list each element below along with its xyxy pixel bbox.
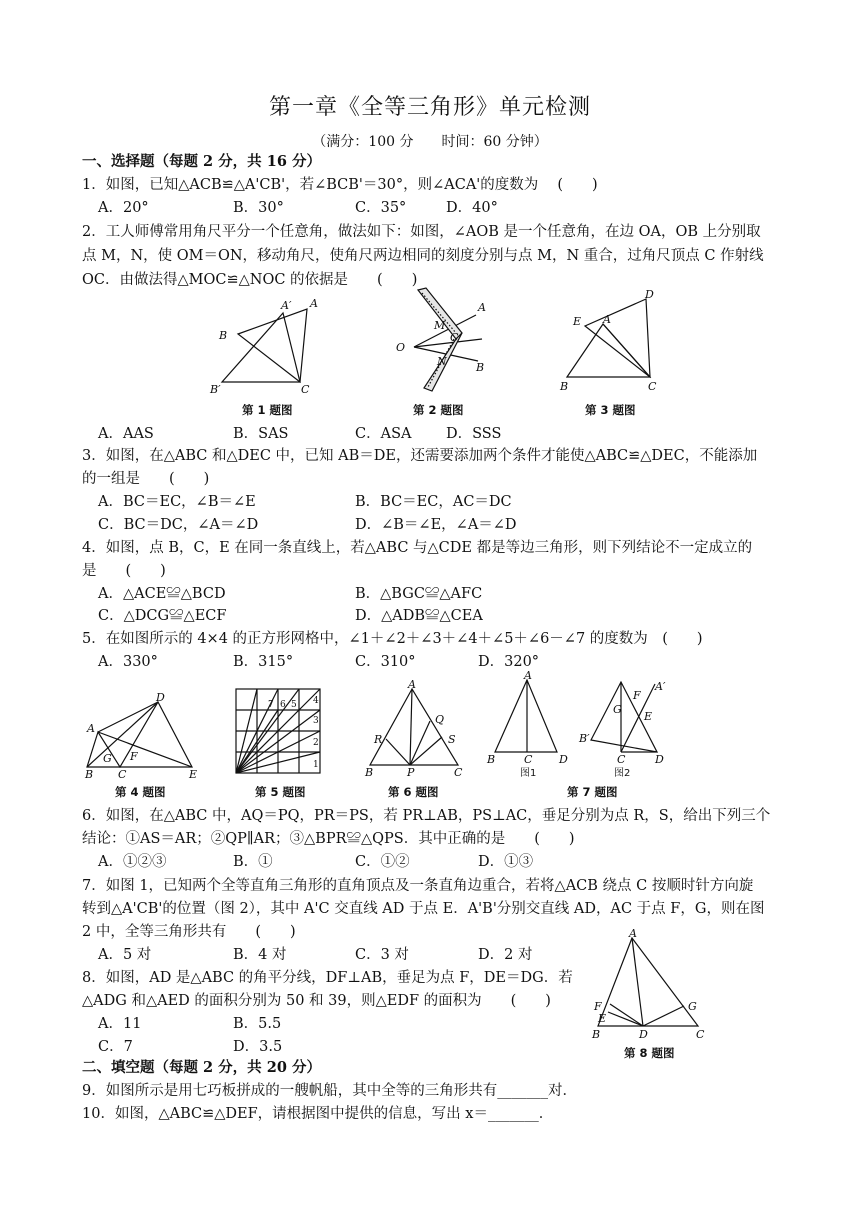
figure-7-diagram [487, 669, 672, 778]
question-5: 5．在如图所示的 4×4 的正方形网格中，∠1＋∠2＋∠3＋∠4＋∠5＋∠6－∠7 的度数为 ( ) [82, 631, 703, 647]
q7-option-d: D．2 对 [478, 947, 533, 963]
fig2-ray-oc [414, 339, 482, 347]
fig6-label-q: Q [435, 713, 445, 726]
fig5-label-1: 1 [313, 760, 319, 770]
svg-text:E: E [644, 710, 653, 723]
fig1-label-a: A [310, 297, 318, 310]
question-8-line-2: △ADG 和△AED 的面积分别为 50 和 39，则△EDF 的面积为 ( ) [82, 993, 551, 1009]
fig8-label-a: A [629, 927, 637, 940]
q3-option-d: D．∠B＝∠E，∠A＝∠D [355, 517, 517, 533]
fig1-label-b-prime: B′ [210, 383, 221, 396]
fig6-label-c: C [454, 766, 463, 779]
fig1-triangle-acb [238, 309, 307, 382]
q4-option-b: B．△BGC≌△AFC [355, 586, 483, 602]
fig3-segment-ac [603, 324, 650, 377]
question-2-line-3: OC．由做法得△MOC≌△NOC 的依据是 ( ) [82, 272, 418, 288]
fig6-triangle-abc [370, 689, 458, 765]
fig2-label-a: A [478, 301, 486, 314]
question-6-line-1: 6．如图，在△ABC 中，AQ＝PQ，PR＝PS，若 PR⊥AB，PS⊥AC，垂足分别为点 R，S，给出下列三个 [82, 808, 771, 824]
fig1-label-c: C [301, 383, 310, 396]
fig5-label-7: 7 [268, 700, 274, 710]
q7-option-c: C．3 对 [355, 947, 409, 963]
figure-7-sublabel-1: 图1 [520, 768, 537, 779]
q1-option-c: C．35° [355, 200, 407, 216]
fig2-label-c: C [450, 331, 459, 344]
fig5-label-5: 5 [291, 700, 297, 710]
fig7-figure-1 [486, 669, 568, 766]
fig6-label-r: R [374, 733, 383, 746]
page-title: 第一章《全等三角形》单元检测 [268, 95, 591, 120]
q5-option-a: A．330° [98, 654, 158, 670]
q8-option-b: B．5.5 [233, 1016, 282, 1032]
figure-8-caption: 第 8 题图 [624, 1046, 675, 1060]
fig2-label-o: O [396, 341, 406, 354]
question-7-line-1: 7．如图 1，已知两个全等直角三角形的直角顶点及一条直角边重合，若将△ACB 绕点 C 按顺时针方向旋 [82, 878, 754, 894]
figure-6-diagram [362, 678, 467, 779]
fig4-label-f: F [130, 750, 138, 763]
svg-text:C: C [524, 753, 533, 766]
q2-option-d: D．SSS [446, 426, 502, 442]
q4-option-a: A．△ACE≌△BCD [98, 586, 226, 602]
fig8-label-g: G [688, 1000, 697, 1013]
section-heading-choice: 一、选择题（每题 2 分，共 16 分） [82, 153, 321, 170]
question-4-line-2: 是 ( ) [82, 563, 166, 579]
question-7-line-3: 2 中，全等三角形共有 ( ) [82, 924, 296, 940]
fig4-label-b: B [85, 768, 94, 781]
fig3-label-e: E [573, 315, 582, 328]
figure-4-diagram [85, 692, 205, 782]
fig6-segment-pr [386, 739, 410, 765]
fig2-label-n: N [437, 355, 447, 368]
q6-option-a: A．①②③ [98, 854, 167, 870]
question-7-line-2: 转到△A'CB'的位置（图 2），其中 A'C 交直线 AD 于点 E．A'B'分别交直线 AD，AC 于点 F，G，则在图 [82, 901, 765, 917]
svg-text:A′: A′ [655, 680, 666, 693]
question-1: 1．如图，已知△ACB≌△A'CB'，若∠BCB'＝30°，则∠ACA'的度数为 ( ) [82, 177, 598, 193]
question-10: 10．如图，△ABC≌△DEF，请根据图中提供的信息，写出 x＝_______． [82, 1106, 554, 1122]
q1-option-d: D．40° [446, 200, 498, 216]
q8-option-c: C．7 [98, 1039, 133, 1055]
fig3-triangle-abc [567, 324, 650, 377]
fig4-segment-ae [98, 732, 192, 767]
fig8-label-c: C [696, 1028, 705, 1041]
figure-1-caption: 第 1 题图 [242, 403, 293, 417]
figure-7-sublabel-2: 图2 [614, 768, 631, 779]
question-3-line-1: 3．如图，在△ABC 和△DEC 中，已知 AB＝DE，还需要添加两个条件才能使△ABC≌△DEC，不能添加 [82, 448, 758, 464]
fig6-label-a: A [408, 678, 416, 691]
fig6-label-b: B [365, 766, 374, 779]
q2-option-c: C．ASA [355, 426, 412, 442]
q6-option-c: C．①② [355, 854, 410, 870]
fig3-label-d: D [645, 288, 654, 301]
figure-2-caption: 第 2 题图 [413, 403, 464, 417]
q3-option-c: C．BC＝DC，∠A＝∠D [98, 517, 259, 533]
fig7-figure-2 [578, 680, 666, 766]
fig6-label-s: S [448, 733, 456, 746]
q8-option-a: A．11 [98, 1016, 142, 1032]
svg-text:G: G [613, 703, 622, 716]
fig4-label-d: D [156, 691, 165, 704]
fig4-label-a: A [87, 722, 95, 735]
fig2-label-b: B [476, 361, 485, 374]
fig8-label-e: E [598, 1012, 607, 1025]
q4-option-c: C．△DCG≌△ECF [98, 608, 227, 624]
q5-option-d: D．320° [478, 654, 540, 670]
fig3-label-a: A [603, 313, 611, 326]
svg-text:C: C [617, 753, 626, 766]
svg-text:F: F [633, 689, 641, 702]
question-2-line-2: 点 M，N，使 OM＝ON，移动角尺，使角尺两边相同的刻度分别与点 M，N 重合，过角尺顶点 C 作射线 [82, 248, 764, 264]
section-heading-fill: 二、填空题（每题 2 分，共 20 分） [82, 1059, 321, 1076]
question-2-line-1: 2．工人师傅常用角尺平分一个任意角，做法如下：如图，∠AOB 是一个任意角，在边 OA，OB 上分别取 [82, 224, 761, 240]
q5-option-b: B．315° [233, 654, 294, 670]
q7-option-b: B．4 对 [233, 947, 287, 963]
fig4-label-e: E [189, 768, 198, 781]
fig1-triangle-a2cb2 [222, 313, 300, 382]
fig8-label-b: B [592, 1028, 601, 1041]
fig2-label-m: M [434, 319, 446, 332]
figure-8-diagram [588, 928, 708, 1042]
fig1-label-b: B [219, 329, 228, 342]
question-9: 9．如图所示是用七巧板拼成的一艘帆船，其中全等的三角形共有_______对． [82, 1083, 577, 1099]
figure-5-diagram [234, 687, 326, 779]
figure-1-diagram [210, 292, 335, 398]
fig6-segment-ap [410, 689, 412, 765]
svg-text:D: D [559, 753, 568, 766]
q7-option-a: A．5 对 [98, 947, 152, 963]
fig6-segment-ps [410, 737, 442, 765]
q6-option-d: D．①③ [478, 854, 534, 870]
figure-4-caption: 第 4 题图 [115, 785, 166, 799]
fig3-label-b: B [560, 380, 569, 393]
svg-text:A: A [524, 669, 532, 682]
question-4-line-1: 4．如图，点 B，C，E 在同一条直线上，若△ABC 与△CDE 都是等边三角形，则下列结论不一定成立的 [82, 540, 753, 556]
question-6-line-2: 结论：①AS＝AR；②QP∥AR；③△BPR≌△QPS．其中正确的是 ( ) [82, 831, 575, 847]
q3-option-b: B．BC＝EC，AC＝DC [355, 494, 512, 510]
fig8-triangle-abc [598, 938, 698, 1026]
fig5-label-4: 4 [313, 696, 319, 706]
fig6-label-p: P [407, 766, 415, 779]
fig5-label-6: 6 [280, 700, 286, 710]
fig3-label-c: C [648, 380, 657, 393]
q1-option-a: A．20° [98, 200, 149, 216]
fig8-segment-dg [643, 1006, 684, 1026]
fig5-label-2: 2 [313, 738, 319, 748]
figure-3-diagram [560, 289, 670, 397]
svg-text:D: D [655, 753, 664, 766]
q8-option-d: D．3.5 [233, 1039, 283, 1055]
q4-option-d: D．△ADB≌△CEA [355, 608, 483, 624]
q1-option-b: B．30° [233, 200, 284, 216]
svg-text:B′: B′ [579, 732, 590, 745]
q3-option-a: A．BC＝EC，∠B＝∠E [98, 494, 256, 510]
q2-option-a: A．AAS [98, 426, 154, 442]
figure-3-caption: 第 3 题图 [585, 403, 636, 417]
fig5-label-3: 3 [313, 716, 319, 726]
question-3-line-2: 的一组是 ( ) [82, 471, 210, 487]
fig4-label-c: C [118, 768, 127, 781]
figure-7-caption: 第 7 题图 [567, 785, 618, 799]
svg-text:B: B [487, 753, 496, 766]
fig6-segment-pq [410, 721, 430, 765]
fig1-label-a-prime: A′ [281, 299, 292, 312]
figure-2-diagram [396, 287, 496, 397]
q2-option-b: B．SAS [233, 426, 289, 442]
q5-option-c: C．310° [355, 654, 416, 670]
q6-option-b: B．① [233, 854, 273, 870]
question-8-line-1: 8．如图，AD 是△ABC 的角平分线，DF⊥AB，垂足为点 F，DE＝DG．若 [82, 970, 573, 986]
figure-5-caption: 第 5 题图 [255, 785, 306, 799]
page-subtitle: （满分：100 分 时间：60 分钟） [312, 134, 548, 150]
fig8-label-d: D [639, 1028, 648, 1041]
figure-6-caption: 第 6 题图 [388, 785, 439, 799]
fig4-label-g: G [103, 752, 112, 765]
fig8-label-f: F [594, 1000, 602, 1013]
